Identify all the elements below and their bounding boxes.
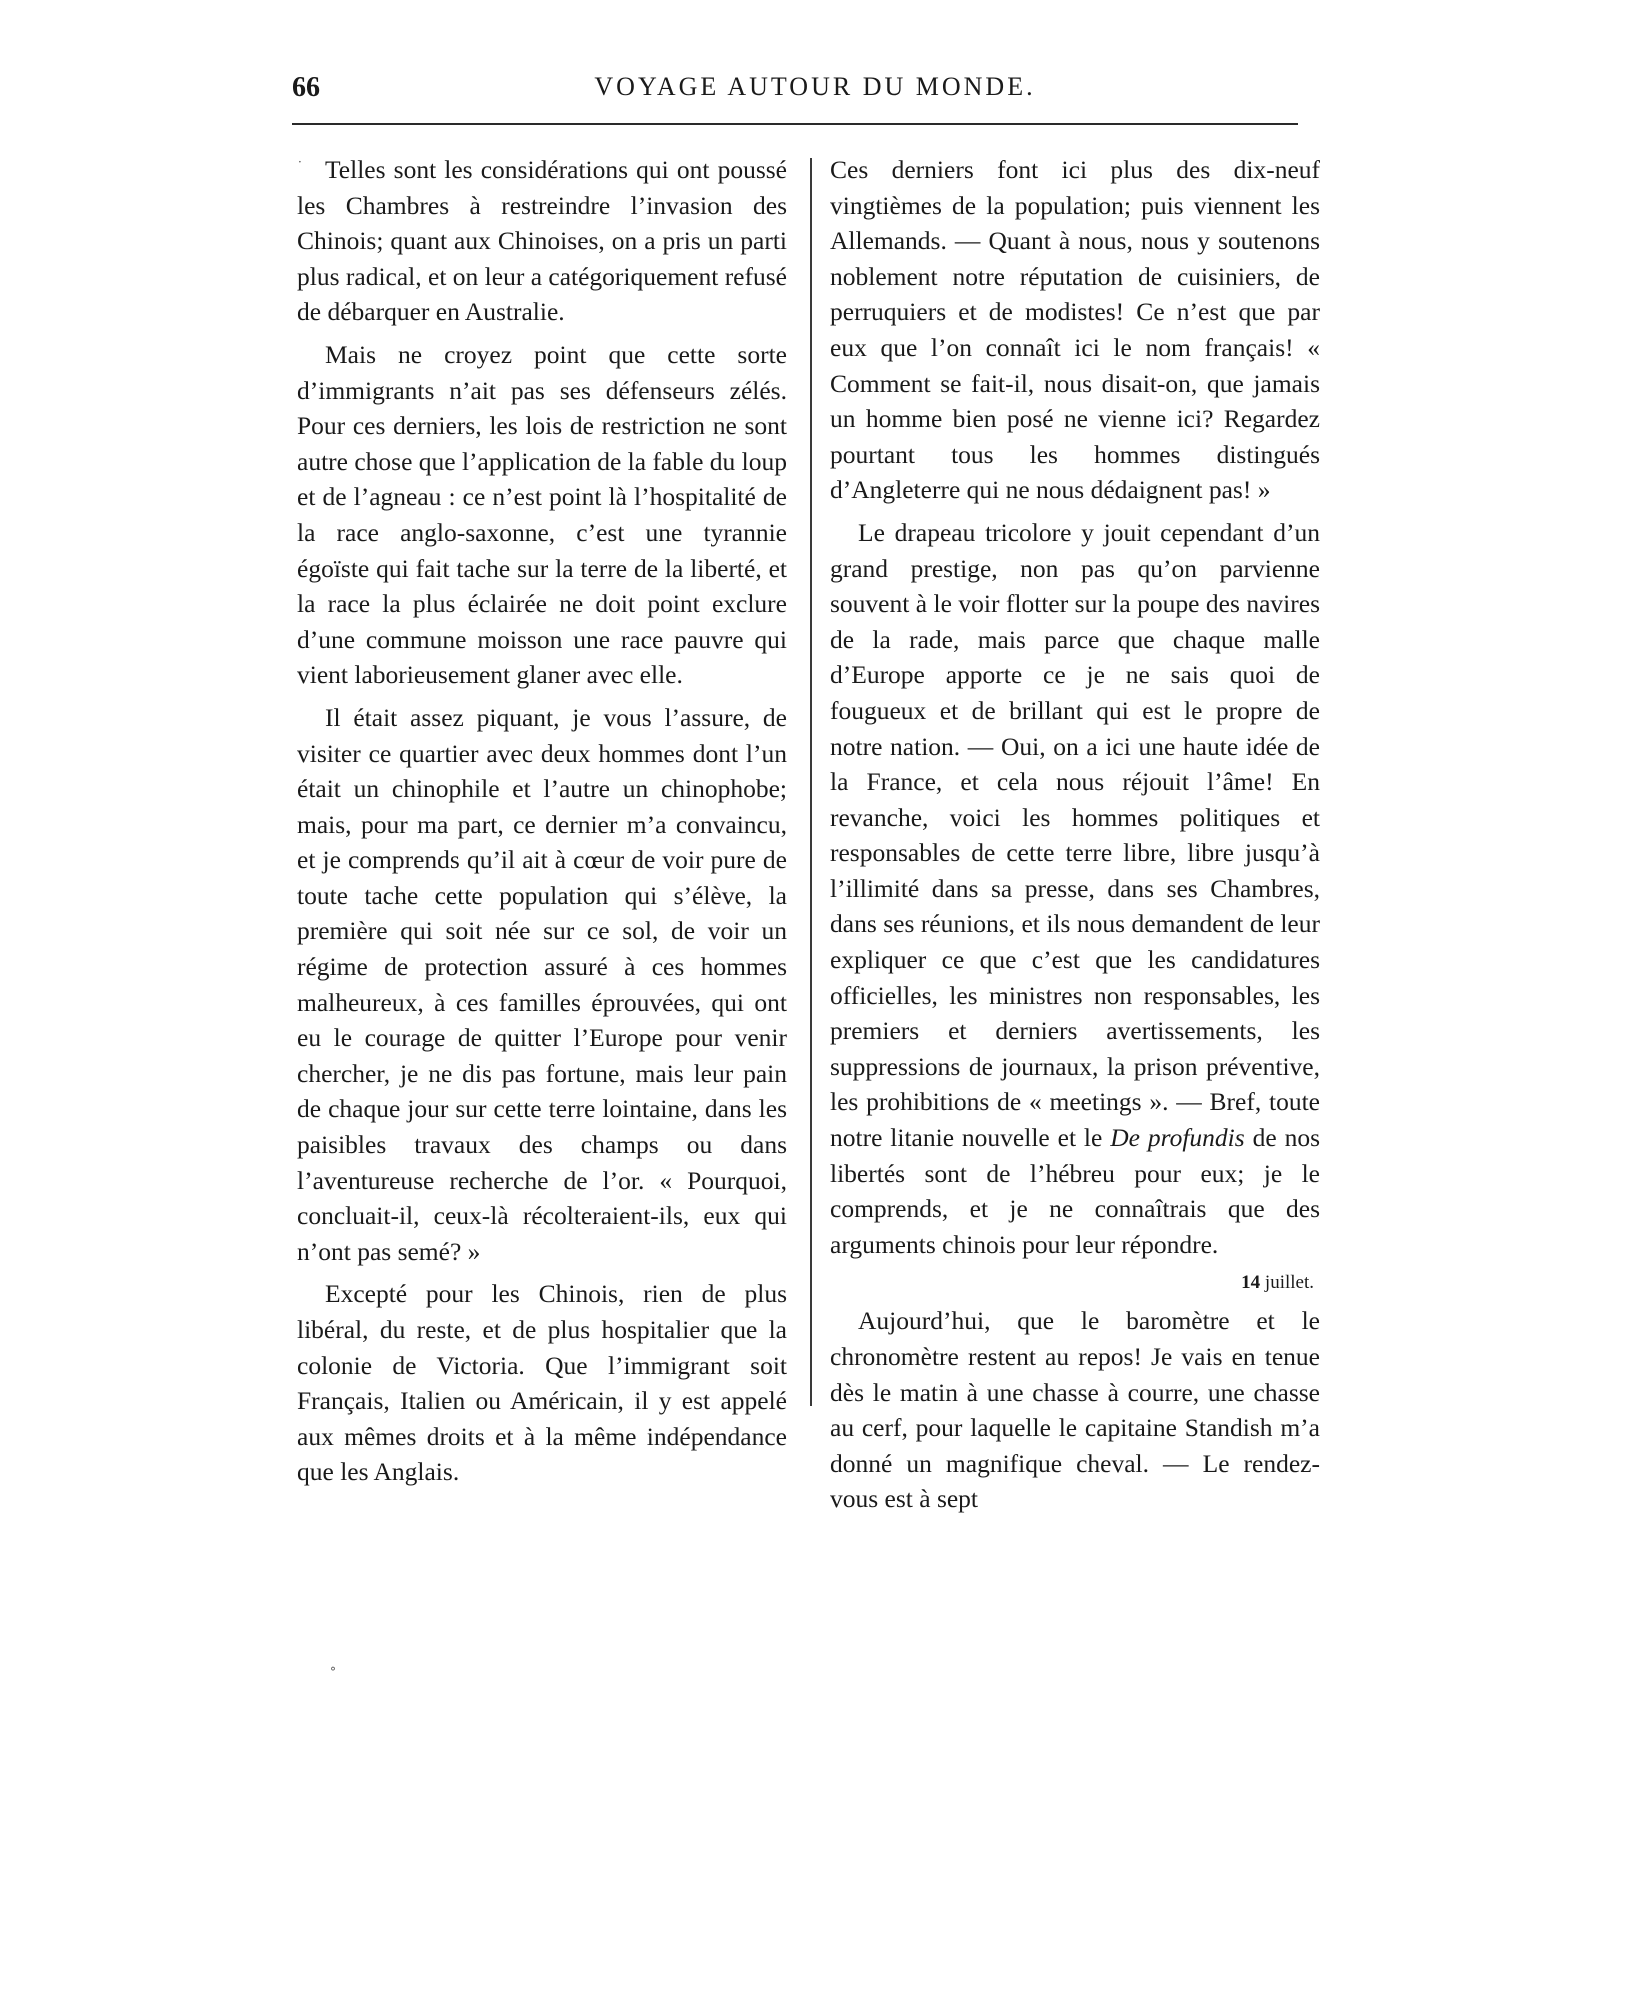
paragraph: Aujourd’hui, que le baromètre et le chronomètre restent au repos! Je vais en tenue dès le matin à une chasse à courre, une chasse au cerf, pour laquelle le capitaine Standish m’a donné un magnifique cheval. — Le rendez-vous est à sept [830,1306,1320,1514]
italic-phrase: De profundis [1110,1123,1245,1153]
dateline-day: 14 [1241,1272,1261,1294]
dateline [830,1269,1314,1297]
header-rule [292,123,1298,125]
left-column [297,152,787,1497]
continued-paragraph: Ces derniers font ici plus des dix-neuf vingtièmes de la population; puis viennent les Allemands. — Quant à nous, nous y soutenons noblement notre réputation de cuisiniers, de perruquiers et de modistes! Ce n’est que par eux que l’on connaît ici le nom français! « Comment se fait-il, nous disait-on, que jamais un homme bien posé ne vienne ici? Regardez pourtant tous les hommes distingués d’Angleterre qui ne nous dédaignent pas! » [830,155,1320,505]
paragraph-text: Le drapeau tricolore y jouit cependant d’un grand prestige, non pas qu’on parvienne souvent à le voir flotter sur la poupe des navires de la rade, mais parce que chaque malle d’Europe apporte ce je ne sais quoi de fougueux et de brillant qui est le propre de notre nation. — Oui, on a ici une haute idée de la France, et cela nous réjouit l’âme! En revanche, voici les hommes politiques et responsables de cette terre libre, libre jusqu’à l’illimité dans sa presse, dans ses Chambres, dans ses réunions, et ils nous demandent de leur expliquer ce que c’est que les candidatures officielles, les ministres non responsables, les premiers et derniers avertissements, les suppressions de journaux, la prison préventive, les prohibitions de « meetings ». — Bref, toute notre litanie nouvelle et le [830,517,1320,1153]
right-column [830,152,1320,1524]
print-speck: ° [330,1665,336,1679]
running-head [292,70,1298,114]
running-title: VOYAGE AUTOUR DU MONDE. [594,72,1036,101]
print-speck: · [298,155,302,169]
paragraph [830,515,1320,1262]
paragraph-text: de nos libertés sont de l’hébreu pour eux; je le comprends, et je ne connaîtrais que des arguments chinois pour leur répondre. [830,1123,1320,1259]
paragraph: Mais ne croyez point que cette sorte d’immigrants n’ait pas ses défenseurs zélés. Pour ces derniers, les lois de restriction ne sont autre chose que l’application de la fable du loup et de l’agneau : ce n’est point là l’hospitalité de la race anglo-saxonne, c’est une tyrannie égoïste qui fait tache sur la terre de la liberté, et la race la plus éclairée ne doit point exclure d’une commune moisson une race pauvre qui vient laborieusement glaner avec elle. [297,339,787,690]
paragraph: Telles sont les considérations qui ont poussé les Chambres à restreindre l’invasion des Chinois; quant aux Chinoises, on a pris un parti plus radical, et on leur a catégoriquement refusé de débarquer en Australie. [297,155,787,327]
column-divider [810,158,812,1406]
paragraph: Il était assez piquant, je vous l’assure, de visiter ce quartier avec deux hommes dont l’un était un chinophile et l’autre un chinophobe; mais, pour ma part, ce dernier m’a convaincu, et je comprends qu’il ait à cœur de voir pure de toute tache cette population qui s’élève, la première qui soit née sur ce sol, de voir un régime de protection assuré à ces hommes malheureux, à ces familles éprouvées, qui ont eu le courage de quitter l’Europe pour venir chercher, je ne dis pas fortune, mais leur pain de chaque jour sur cette terre lointaine, dans les paisibles travaux des champs ou dans l’aventureuse recherche de l’or. « Pourquoi, concluait-il, ceux-là récolteraient-ils, eux qui n’ont pas semé? » [297,702,787,1266]
paragraph: Excepté pour les Chinois, rien de plus libéral, du reste, et de plus hospitalier que la colonie de Victoria. Que l’immigrant soit Français, Italien ou Américain, il y est appelé aux mêmes droits et à la même indépendance que les Anglais. [297,1279,787,1487]
dateline-month: juillet. [1264,1272,1314,1294]
page-number: 66 [292,72,320,103]
